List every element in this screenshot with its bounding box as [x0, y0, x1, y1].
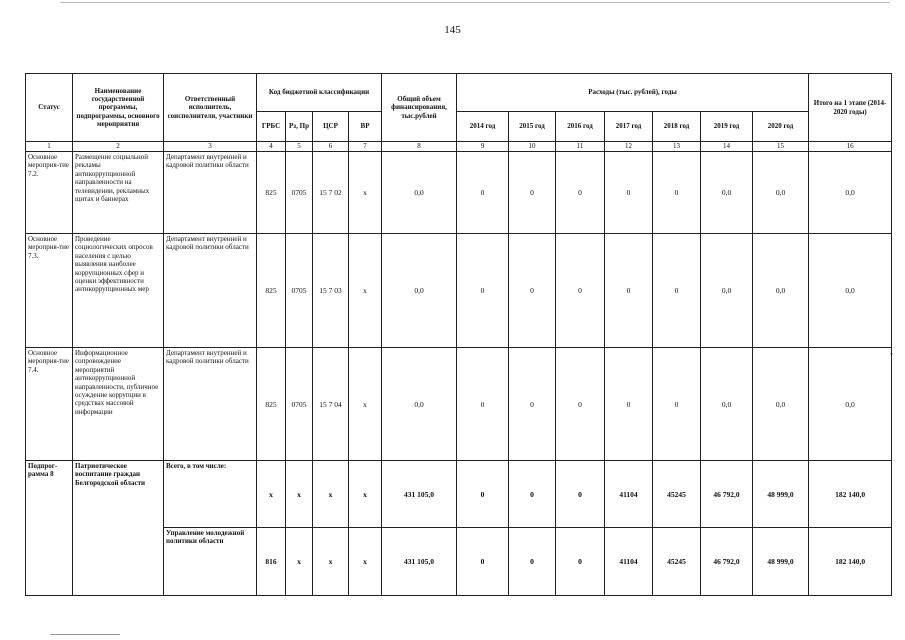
row-status: Основное мероприя-тие 7.4.	[26, 348, 73, 461]
row-2016: 0	[556, 152, 605, 234]
column-number: 13	[653, 142, 701, 152]
table-row	[26, 348, 892, 461]
row-grbs: 825	[257, 152, 286, 234]
row-itogo: 0,0	[809, 348, 892, 461]
row-rz-pr: х	[286, 461, 313, 528]
header-budget-code: Код бюджетной классификации	[257, 74, 382, 112]
row-2019: 0,0	[701, 348, 753, 461]
column-number: 14	[701, 142, 753, 152]
row-itogo: 182 140,0	[809, 461, 892, 528]
header-year-2017: 2017 год	[605, 112, 653, 142]
row-2014: 0	[457, 461, 509, 528]
header-vr: ВР	[349, 112, 382, 142]
margin-mark: -	[890, 348, 893, 358]
row-2017: 41104	[605, 461, 653, 528]
row-vr: х	[349, 528, 382, 596]
row-grbs: 816	[257, 528, 286, 596]
header-total-volume: Общий объем финансирования, тыс.рублей	[382, 74, 457, 142]
column-number: 15	[753, 142, 809, 152]
row-2018: 0	[653, 348, 701, 461]
row-csr: х	[313, 461, 349, 528]
header-itogo: Итого на 1 этапе (2014-2020 годы)	[809, 74, 892, 142]
row-total: 0,0	[382, 152, 457, 234]
row-2017: 41104	[605, 528, 653, 596]
header-year-2019: 2019 год	[701, 112, 753, 142]
row-responsible: Всего, в том числе:	[164, 461, 257, 528]
header-responsible: Ответственный исполнитель, соисполнители, участники	[164, 74, 257, 142]
row-vr: х	[349, 152, 382, 234]
column-number: 4	[257, 142, 286, 152]
column-number: 8	[382, 142, 457, 152]
row-vr: х	[349, 234, 382, 348]
row-2014: 0	[457, 234, 509, 348]
header-year-2015: 2015 год	[509, 112, 556, 142]
row-grbs: 825	[257, 348, 286, 461]
column-number: 12	[605, 142, 653, 152]
row-2015: 0	[509, 234, 556, 348]
row-total: 0,0	[382, 234, 457, 348]
row-name: Проведение социологических опросов населения с целью выявления наиболее коррупционных сфер и оценки эффективности антикоррупционных мер	[73, 234, 164, 348]
row-csr: 15 7 04	[313, 348, 349, 461]
row-grbs: х	[257, 461, 286, 528]
row-rz-pr: 0705	[286, 348, 313, 461]
header-csr: ЦСР	[313, 112, 349, 142]
row-rz-pr: 0705	[286, 234, 313, 348]
column-number: 2	[73, 142, 164, 152]
row-name: Информационное сопровождение мероприятий антикоррупционной направленности, публичное осуждение коррупции в средствах массовой информации	[73, 348, 164, 461]
header-status: Статус	[26, 74, 73, 142]
row-2017: 0	[605, 152, 653, 234]
row-total: 0,0	[382, 348, 457, 461]
row-2015: 0	[509, 152, 556, 234]
table-row	[26, 152, 892, 234]
header-rz-pr: Рз, Пр	[286, 112, 313, 142]
header-expenses: Расходы (тыс. рублей), годы	[457, 74, 809, 112]
row-name: Размещение социальной рекламы антикоррупционной направленности на телевидении, рекламных щитах и баннерах	[73, 152, 164, 234]
row-2016: 0	[556, 528, 605, 596]
row-2017: 0	[605, 348, 653, 461]
row-2019: 46 792,0	[701, 461, 753, 528]
row-2015: 0	[509, 461, 556, 528]
row-2018: 45245	[653, 528, 701, 596]
row-2018: 0	[653, 152, 701, 234]
row-2015: 0	[509, 528, 556, 596]
row-2020: 48 999,0	[753, 461, 809, 528]
column-number: 5	[286, 142, 313, 152]
row-csr: 15 7 02	[313, 152, 349, 234]
row-2015: 0	[509, 348, 556, 461]
row-2020: 0,0	[753, 152, 809, 234]
column-number: 6	[313, 142, 349, 152]
scan-edge-bottom	[50, 634, 120, 635]
row-total: 431 105,0	[382, 528, 457, 596]
column-number: 16	[809, 142, 892, 152]
row-rz-pr: х	[286, 528, 313, 596]
header-year-2014: 2014 год	[457, 112, 509, 142]
row-2016: 0	[556, 461, 605, 528]
row-2016: 0	[556, 348, 605, 461]
budget-table	[25, 73, 892, 596]
header-grbs: ГРБС	[257, 112, 286, 142]
subprogram-total-row	[26, 461, 892, 528]
row-2019: 0,0	[701, 234, 753, 348]
row-2016: 0	[556, 234, 605, 348]
column-number: 3	[164, 142, 257, 152]
row-2019: 0,0	[701, 152, 753, 234]
row-2019: 46 792,0	[701, 528, 753, 596]
row-2020: 0,0	[753, 234, 809, 348]
row-2018: 0	[653, 234, 701, 348]
row-2018: 45245	[653, 461, 701, 528]
row-2014: 0	[457, 528, 509, 596]
column-number: 10	[509, 142, 556, 152]
row-status: Основное мероприя-тие 7.3.	[26, 234, 73, 348]
row-2020: 48 999,0	[753, 528, 809, 596]
row-2020: 0,0	[753, 348, 809, 461]
column-number: 1	[26, 142, 73, 152]
row-2017: 0	[605, 234, 653, 348]
row-responsible: Департамент внутренней и кадровой политики области	[164, 348, 257, 461]
row-itogo: 0,0	[809, 152, 892, 234]
row-2014: 0	[457, 348, 509, 461]
header-year-2020: 2020 год	[753, 112, 809, 142]
subprogram-status: Подпрог-рамма 8	[26, 461, 73, 596]
scan-edge-top	[60, 2, 890, 3]
row-responsible: Управление молодежной политики области	[164, 528, 257, 596]
header-year-2016: 2016 год	[556, 112, 605, 142]
row-grbs: 825	[257, 234, 286, 348]
row-rz-pr: 0705	[286, 152, 313, 234]
header-name: Наименование государственной программы, подпрограммы, основного мероприятия	[73, 74, 164, 142]
row-itogo: 0,0	[809, 234, 892, 348]
row-2014: 0	[457, 152, 509, 234]
row-csr: 15 7 03	[313, 234, 349, 348]
column-number-row	[26, 142, 892, 152]
row-vr: х	[349, 348, 382, 461]
header-row-1	[26, 74, 892, 112]
row-itogo: 182 140,0	[809, 528, 892, 596]
row-status: Основное мероприя-тие 7.2.	[26, 152, 73, 234]
header-year-2018: 2018 год	[653, 112, 701, 142]
subprogram-name: Патриотическое воспитание граждан Белгородской области	[73, 461, 164, 596]
column-number: 11	[556, 142, 605, 152]
row-vr: х	[349, 461, 382, 528]
page-number: 145	[444, 24, 461, 36]
table-row	[26, 234, 892, 348]
row-csr: х	[313, 528, 349, 596]
row-total: 431 105,0	[382, 461, 457, 528]
row-responsible: Департамент внутренней и кадровой политики области	[164, 234, 257, 348]
column-number: 9	[457, 142, 509, 152]
row-responsible: Департамент внутренней и кадровой политики области	[164, 152, 257, 234]
column-number: 7	[349, 142, 382, 152]
